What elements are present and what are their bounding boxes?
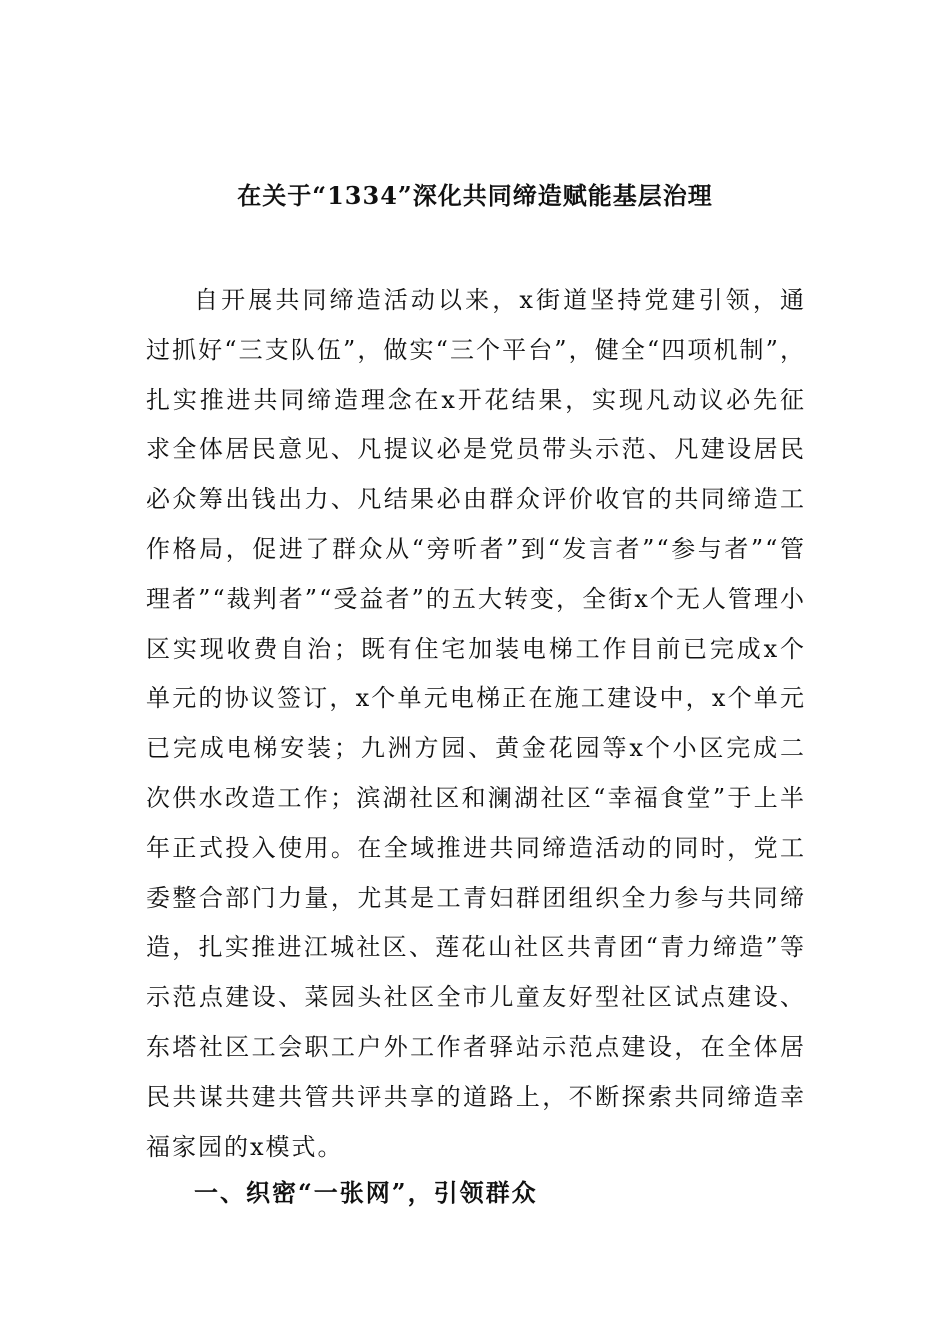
body-paragraph: 自开展共同缔造活动以来，x街道坚持党建引领，通过抓好“三支队伍”，做实“三个平台”，健全“四项机制”，扎实推进共同缔造理念在x开花结果，实现凡动议必先征求全体居民意见、凡提议必是党员带头示范、凡建设居民必众筹出钱出力、凡结果必由群众评价收官的共同缔造工作格局，促进了群众从“旁听者”到“发言者”“参与者”“管理者”“裁判者”“受益者”的五大转变，全街x个无人管理小区实现收费自治；既有住宅加装电梯工作目前已完成x个单元的协议签订，x个单元电梯正在施工建设中，x个单元已完成电梯安装；九洲方园、黄金花园等x个小区完成二次供水改造工作；滨湖社区和澜湖社区“幸福食堂”于上半年正式投入使用。在全域推进共同缔造活动的同时，党工委整合部门力量，尤其是工青妇群团组织全力参与共同缔造，扎实推进江城社区、莲花山社区共青团“青力缔造”等示范点建设、菜园头社区全市儿童友好型社区试点建设、东塔社区工会职工户外工作者驿站示范点建设，在全体居民共谋共建共管共评共享的道路上，不断探索共同缔造幸福家园的x模式。 (146, 286, 806, 1161)
document-title: 在关于“1334”深化共同缔造赋能基层治理 (237, 181, 713, 211)
section-heading: 一、织密“一张网”，引领群众 (194, 1178, 538, 1207)
